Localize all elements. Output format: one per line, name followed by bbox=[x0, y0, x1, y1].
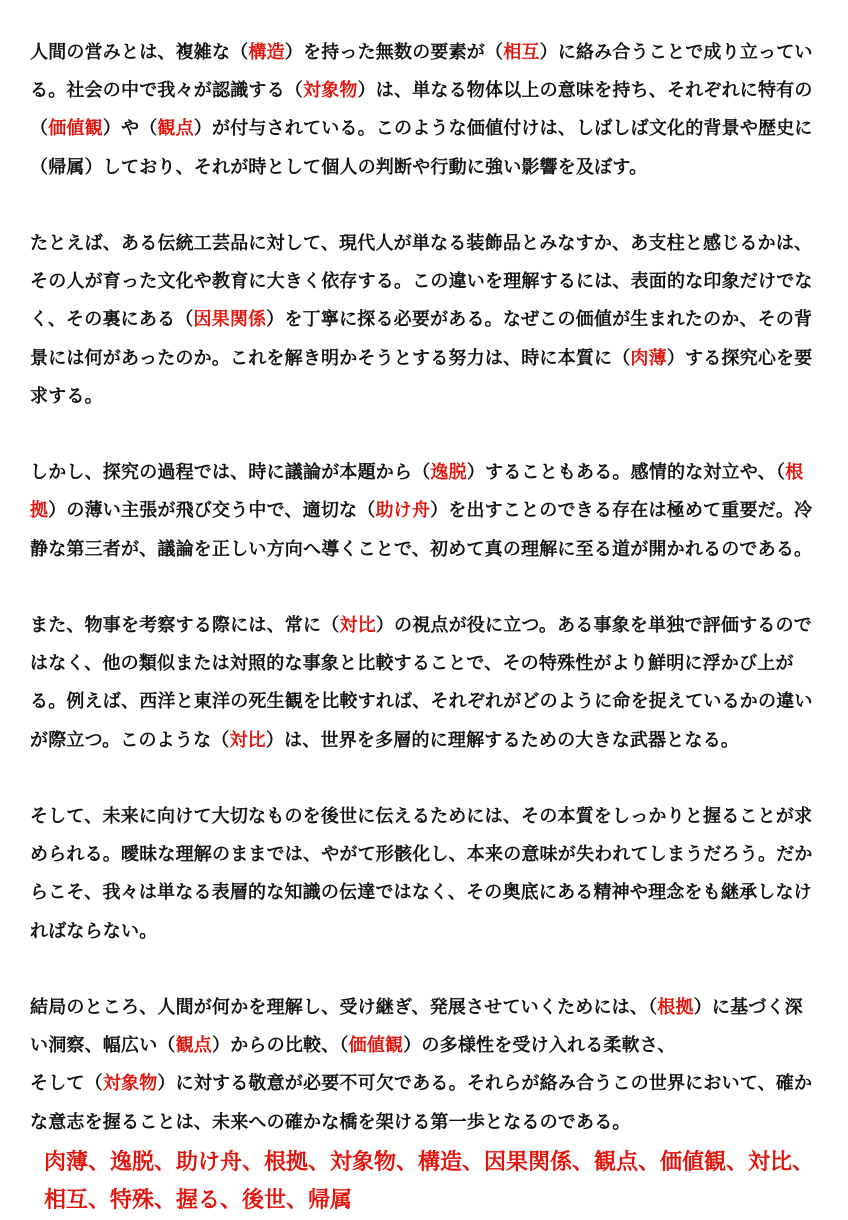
text-segment: ）を持った無数の要素が（ bbox=[284, 42, 504, 63]
text-segment: ）の視点が役に立つ。ある事象を単独で評価するのではなく、他の類似または対照的な事象と比較することで、その特殊性がより鮮明に浮かび上がる。例えば、西洋と東洋の死生観を比較すれば、それぞれがどのように命を捉えているかの違いが際立つ。このような（ bbox=[30, 615, 813, 751]
text-segment: そして（ bbox=[30, 1073, 103, 1095]
paragraph-3 bbox=[30, 454, 818, 569]
text-segment: ）に対する敬意が必要不可欠である。それらが絡み合うこの世界において、確かな意志を握ることは、未来への確かな橋を架ける第一歩となるのである。 bbox=[30, 1073, 813, 1133]
text-segment: ）を丁寧に探る必要がある。なぜこの価値が生まれたのか、その背景には何があったのか。これを解き明かそうとする努力は、時に本質に（ bbox=[30, 309, 813, 369]
text-segment: ）を出すことのできる存在は極めて重要だ。冷静な第三者が、議論を正しい方向へ導くことで、初めて真の理解に至る道が開かれるのである。 bbox=[30, 500, 813, 560]
keyword: 根拠 bbox=[30, 462, 804, 522]
keyword: 観点 bbox=[157, 118, 194, 140]
article-body bbox=[30, 34, 818, 1142]
text-segment: ）の多様性を受け入れる柔軟さ、 bbox=[403, 1035, 676, 1057]
keyword: 対象物 bbox=[303, 80, 358, 102]
keyword: 対象物 bbox=[102, 1073, 158, 1095]
text-segment: ）や（ bbox=[102, 118, 158, 140]
paragraph-2 bbox=[30, 225, 818, 416]
text-segment: ）からの比較、（ bbox=[212, 1035, 349, 1057]
paragraph-4 bbox=[30, 607, 818, 760]
keyword: 対比 bbox=[339, 615, 376, 636]
text-segment: たとえば、ある伝統工芸品に対して、現代人が単なる装飾品とみなすか、あ支柱と感じるかは、その人が育った文化や教育に大きく依存する。この違いを理解するには、表面的な印象だけでなく、その裏にある（ bbox=[30, 233, 813, 331]
vocabulary-word-list: 肉薄、逸脱、助け舟、根拠、対象物、構造、因果関係、観点、価値観、対比、相互、特殊、握る、後世、帰属 bbox=[44, 1149, 815, 1213]
keyword: 相互 bbox=[503, 42, 540, 63]
text-segment: 人間の営みとは、複雑な（ bbox=[30, 42, 249, 63]
text-segment: ）に基づく深い洞察、幅広い（ bbox=[30, 997, 803, 1057]
text-segment: ）の薄い主張が飛び交う中で、適切な（ bbox=[48, 500, 376, 522]
text-segment: ）することもある。感情的な対立や、（ bbox=[466, 462, 786, 484]
keyword: 価値観 bbox=[48, 118, 103, 140]
keyword: 根拠 bbox=[657, 997, 694, 1018]
text-segment: しかし、探究の過程では、時に議論が本題から（ bbox=[30, 462, 431, 484]
paragraph-5 bbox=[30, 798, 818, 951]
text-segment: 結局のところ、人間が何かを理解し、受け継ぎ、発展させていくためには、（ bbox=[30, 997, 658, 1018]
text-segment: ）が付与されている。このような価値付けは、しばしば文化的背景や歴史に（帰属）しており、それが時として個人の判断や行動に強い影響を及ぼす。 bbox=[30, 118, 813, 178]
keyword: 助け舟 bbox=[375, 500, 431, 522]
paragraph-6 bbox=[30, 989, 818, 1142]
keyword: 肉薄 bbox=[630, 347, 667, 369]
text-segment: ）は、単なる物体以上の意味を持ち、それぞれに特有の（ bbox=[30, 80, 813, 140]
text-segment: また、物事を考察する際には、常に（ bbox=[30, 615, 340, 636]
text-segment: ）する探究心を要求する。 bbox=[30, 347, 813, 407]
keyword: 対比 bbox=[229, 729, 266, 751]
text-segment: ）に絡み合うことで成り立っている。社会の中で我々が認識する（ bbox=[30, 42, 813, 102]
text-segment: ）は、世界を多層的に理解するための大きな武器となる。 bbox=[265, 729, 740, 751]
keyword: 価値観 bbox=[348, 1035, 404, 1057]
keyword: 因果関係 bbox=[193, 309, 267, 331]
text-segment: そして、未来に向けて大切なものを後世に伝えるためには、その本質をしっかりと握ることが求められる。曖昧な理解のままでは、やがて形骸化し、本来の意味が失われてしまうだろう。だからこそ、我々は単なる表層的な知識の伝達ではなく、その奥底にある精神や理念をも継承しなければならない。 bbox=[30, 806, 813, 942]
keyword: 構造 bbox=[248, 42, 285, 63]
keyword: 観点 bbox=[175, 1035, 213, 1057]
paragraph-1 bbox=[30, 34, 818, 187]
keyword: 逸脱 bbox=[430, 462, 467, 484]
